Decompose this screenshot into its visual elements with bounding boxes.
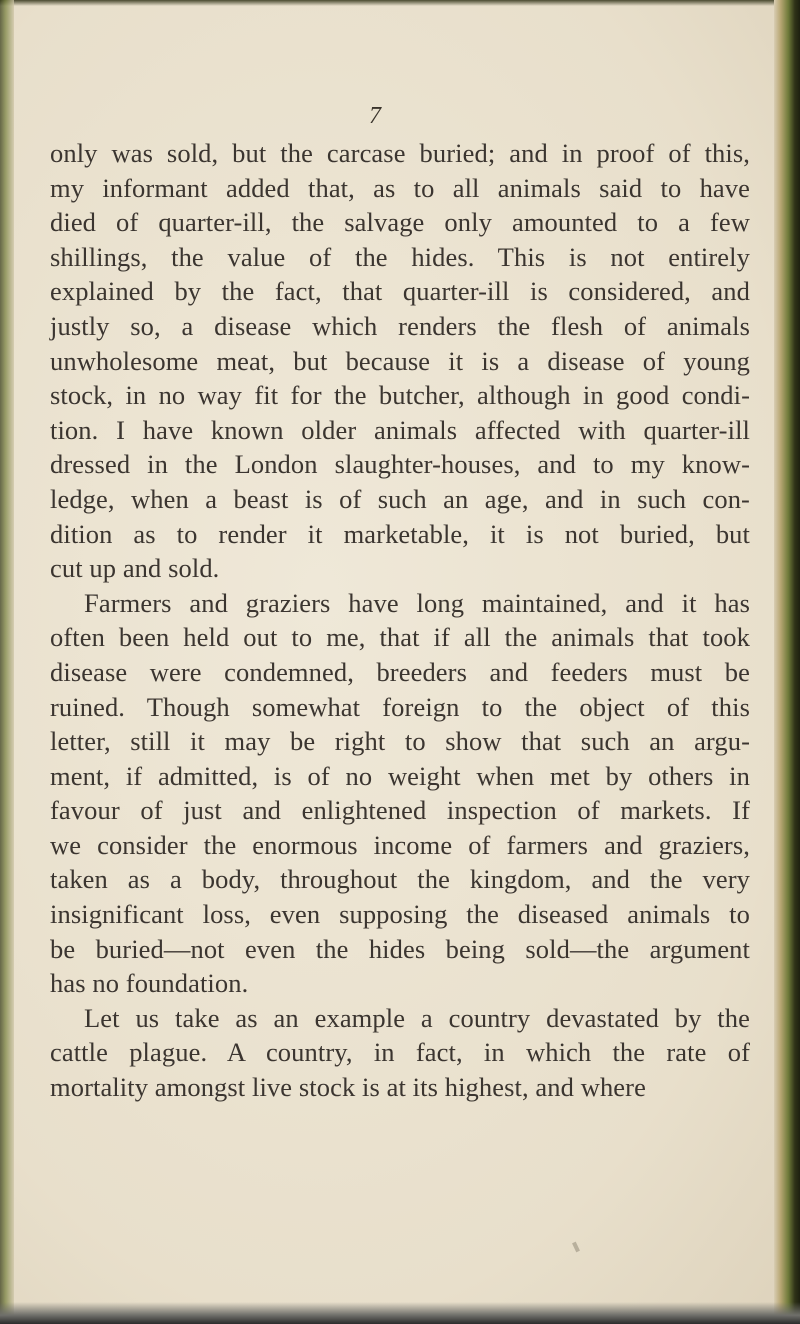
text-line: only was sold, but the carcase buried; and in proof of this, [50,138,750,168]
page-left-edge [0,0,14,1324]
text-line: often been held out to me, that if all the animals that took [50,622,750,653]
text-line: has no foundation. [50,968,249,999]
page-top-shadow [0,0,800,6]
text-line: died of quarter-ill, the salvage only amounted to a few [50,207,750,238]
text-line: letter, still it may be right to show that such an argu- [50,726,750,757]
text-line: dition as to render it marketable, it is not buried, but [50,518,750,549]
paragraph [50,586,750,1001]
text-line: cattle plague. A country, in fact, in which the rate of [50,1037,750,1068]
text-line: Farmers and graziers have long maintained, and it has [84,587,750,618]
text-line: insignificant loss, even supposing the diseased animals to [50,899,750,930]
text-line: shillings, the value of the hides. This is not entirely [50,241,750,272]
text-line: favour of just and enlightened inspection of markets. If [50,795,750,826]
text-line: mortality amongst live stock is at its highest, and where [50,1072,646,1103]
paragraph [50,136,750,586]
text-line: disease were condemned, breeders and feeders must be [50,656,750,687]
ink-mark [572,1242,580,1253]
body-text [50,136,750,1105]
text-line: taken as a body, throughout the kingdom, and the very [50,864,750,895]
text-line: we consider the enormous income of farmers and graziers, [50,829,750,860]
text-line: explained by the fact, that quarter-ill is considered, and [50,276,750,307]
paragraph [50,1001,750,1105]
text-line: tion. I have known older animals affected with quarter-ill [50,414,750,445]
text-line: stock, in no way fit for the butcher, although in good condi- [50,380,750,411]
binding-edge [774,0,800,1324]
text-line: my informant added that, as to all animals said to have [50,172,750,203]
page-number: 7 [369,103,381,129]
page-bottom-shadow [0,1302,800,1324]
text-line: ruined. Though somewhat foreign to the object of this [50,691,750,722]
text-line: cut up and sold. [50,553,220,584]
text-line: Let us take as an example a country devastated by the [84,1002,750,1033]
text-line: dressed in the London slaughter-houses, and to my know- [50,449,750,480]
text-line: unwholesome meat, but because it is a disease of young [50,345,750,376]
text-line: ment, if admitted, is of no weight when met by others in [50,760,750,791]
text-line: justly so, a disease which renders the flesh of animals [50,310,750,341]
text-line: ledge, when a beast is of such an age, and in such con- [50,483,750,514]
text-line: be buried—not even the hides being sold—the argument [50,933,750,964]
